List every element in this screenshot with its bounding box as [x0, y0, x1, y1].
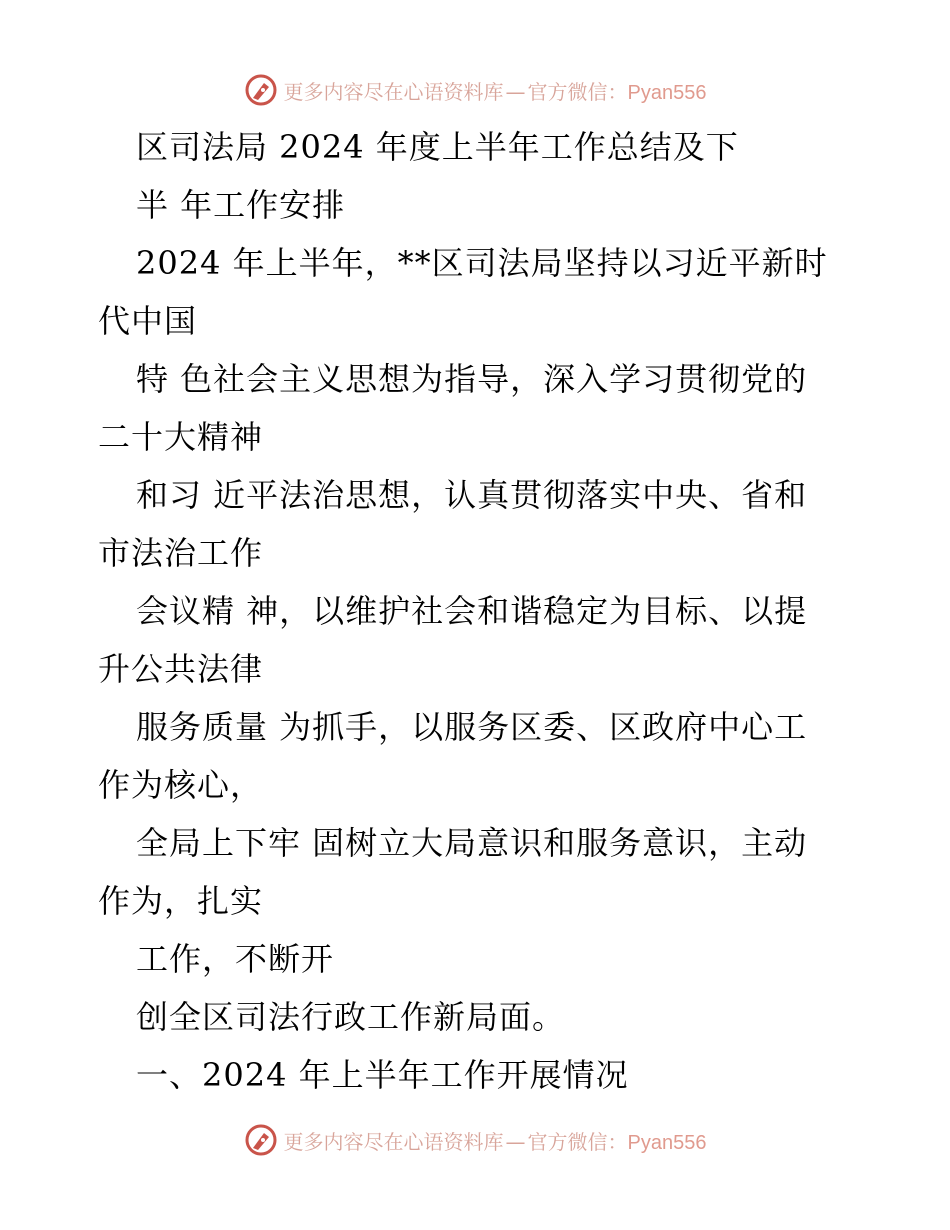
watermark-text — [284, 1126, 707, 1155]
document-line: 创全区司法行政工作新局面。 — [136, 998, 566, 1036]
document-line: 和习 近平法治思想，认真贯彻落实中央、省和 — [136, 476, 808, 514]
document-line: 市法治工作 — [98, 534, 264, 572]
watermark-footer — [0, 1120, 950, 1160]
document-body — [98, 118, 838, 1104]
document-line: 区司法局 2024 年度上半年工作总结及下 — [136, 128, 739, 166]
watermark-wechat-id: Pyan556 — [627, 1131, 707, 1154]
watermark-dash: — — [505, 79, 526, 104]
document-line: 半 年工作安排 — [136, 186, 346, 224]
pen-nib-logo-icon — [244, 73, 278, 107]
document-line: 2024 年上半年，**区司法局坚持以习近平新时 — [136, 244, 828, 282]
watermark-header — [0, 70, 950, 110]
watermark-dash: — — [505, 1129, 526, 1154]
document-line: 作为，扎实 — [98, 882, 264, 920]
pen-nib-logo-icon — [244, 1123, 278, 1157]
watermark-site-name: 更多内容尽在心语资料库 — [283, 79, 504, 104]
watermark-wechat-label: 官方微信： — [527, 1129, 628, 1154]
watermark-wechat-label: 官方微信： — [527, 79, 628, 104]
document-line: 作为核心， — [98, 766, 264, 804]
watermark-text — [284, 76, 707, 105]
document-line: 工作，不断开 — [136, 940, 335, 978]
document-line: 服务质量 为抓手，以服务区委、区政府中心工 — [136, 708, 808, 746]
document-line: 代中国 — [98, 302, 198, 340]
document-line: 会议精 神，以维护社会和谐稳定为目标、以提 — [136, 592, 808, 630]
watermark-wechat-id: Pyan556 — [627, 81, 707, 104]
document-line: 特 色社会主义思想为指导，深入学习贯彻党的 — [136, 360, 808, 398]
watermark-site-name: 更多内容尽在心语资料库 — [283, 1129, 504, 1154]
document-line: 全局上下牢 固树立大局意识和服务意识，主动 — [136, 824, 808, 862]
document-line: 升公共法律 — [98, 650, 264, 688]
document-line: 一、2024 年上半年工作开展情况 — [136, 1056, 629, 1094]
document-line: 二十大精神 — [98, 418, 264, 456]
